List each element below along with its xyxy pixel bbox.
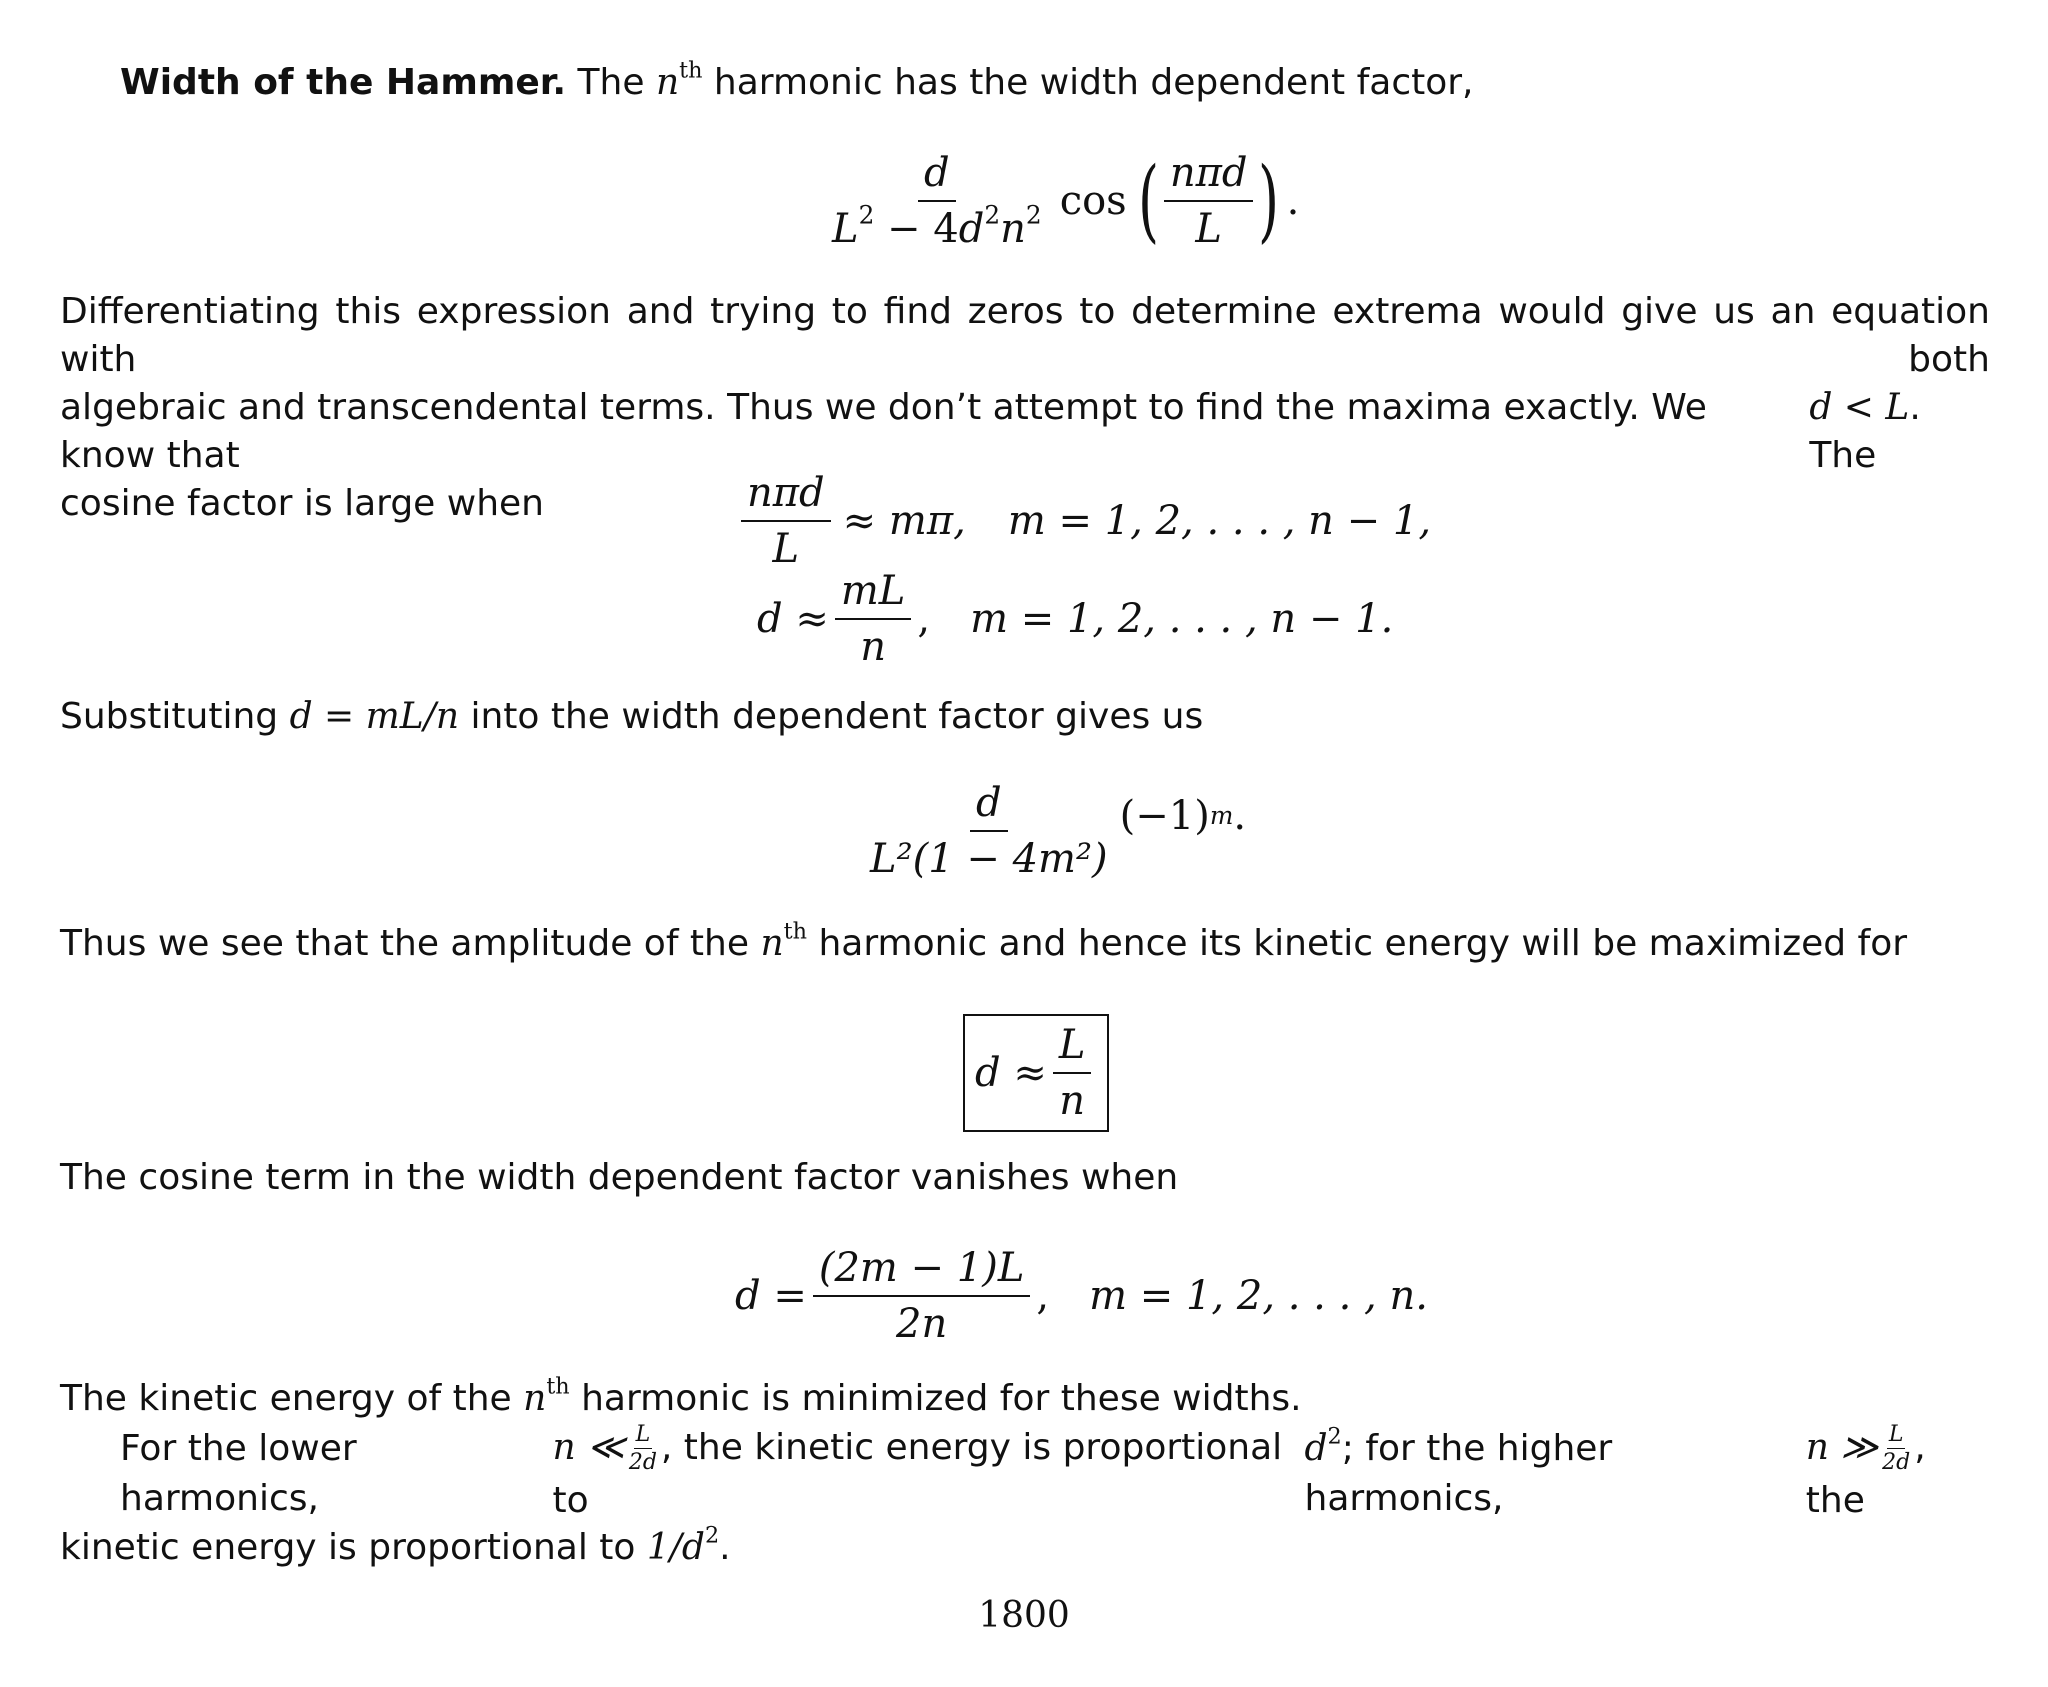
eq1-inner-denominator: L (1195, 206, 1222, 252)
para6-line1: For the lower harmonics, n ≪ $\frac{L}{2d}$ , the kinetic energy is proportional to $d^2$; for the higher harmonics, n ≫ $\frac{L}{2d}$ , the (120, 1422, 1926, 1521)
paragraph-maximized: Thus we see that the amplitude of the $n^{th}$ harmonic and hence its kinetic energy will be maximized for (60, 918, 1908, 964)
intro-lead: The (577, 62, 645, 103)
math-th: th (679, 57, 703, 84)
equation-cos-max-row1: $\frac{\text{nπd}}{L}$ ≈ mπ, m = 1, 2, . . . , n − 1, (735, 470, 1431, 572)
equation-substituted-factor: $\frac{d}{\text{L²(1 − 4m²)}}$ (−1) m . (870, 780, 1247, 882)
math-d-eq-mL-n: d = mL/n (289, 696, 460, 737)
paragraph-vanishes: The cosine term in the width dependent factor vanishes when (60, 1157, 1179, 1198)
equation-boxed-result (963, 1014, 1109, 1132)
eq1-numerator: d (918, 150, 956, 202)
para1-line1: Differentiating this expression and trying to find zeros to determine extrema would give us an equation with both (60, 291, 1990, 380)
section-intro (120, 57, 1474, 103)
eq1-inner-numerator: nπd (1164, 150, 1254, 202)
eq1-denominator: $L^2 - 4d^2n^2$ (832, 200, 1042, 252)
result-box: d ≈ $\frac{L}{n}$ (963, 1014, 1109, 1132)
equation-cos-max-row2: d ≈ $\frac{mL}{n}$ , m = 1, 2, . . . , n − 1. (757, 568, 1394, 670)
page-number: 1800 (978, 1595, 1070, 1636)
math-n: n (655, 62, 680, 103)
para1-line2: algebraic and transcendental terms. Thus we don’t attempt to find the maxima exactly. We know that d < L. The (60, 387, 1921, 476)
paragraph-harmonics (60, 1422, 1990, 1570)
eq1-cos: cos (1059, 178, 1127, 224)
paragraph-minimized: The kinetic energy of the $n^{th}$ harmonic is minimized for these widths. (60, 1373, 1302, 1419)
intro-rest: harmonic has the width dependent factor, (713, 62, 1474, 103)
paragraph-substitution: Substituting d = mL/n into the width dependent factor gives us (60, 696, 1204, 737)
equation-cos-zero: d = $\frac{(2m - 1)L}{2n}$ , m = 1, 2, . . . , n. (735, 1245, 1428, 1347)
para6-line2: kinetic energy is proportional to $1/d^2$. (60, 1521, 731, 1568)
math-d-less-L: d < L (1809, 387, 1910, 428)
section-title: Width of the Hammer. (120, 62, 567, 103)
para1-line3: cosine factor is large when (60, 483, 544, 524)
equation-width-factor: $\frac{d}{L^2 - 4d^2n^2}$ cos ( $\frac{\text{nπd}}{L}$ ) . (820, 150, 1299, 252)
